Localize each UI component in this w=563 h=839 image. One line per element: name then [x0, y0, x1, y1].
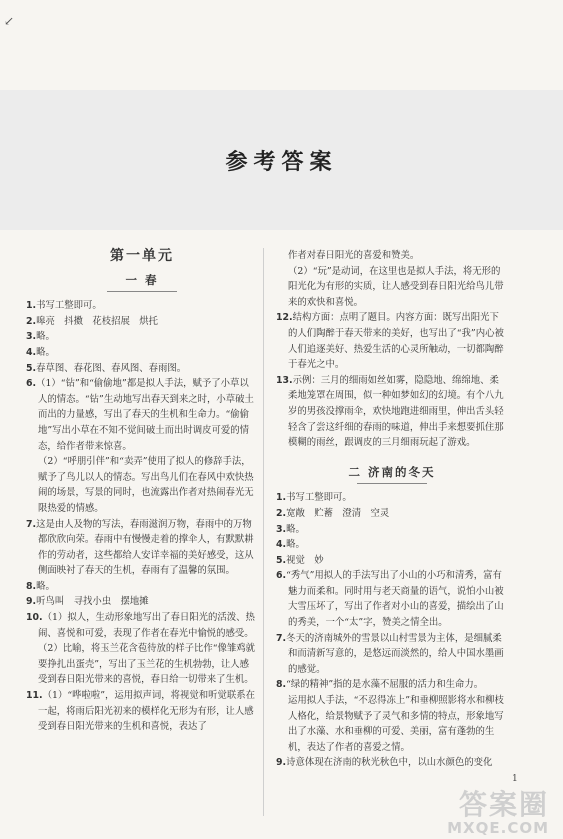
- answer-text: 略。: [36, 331, 55, 343]
- answer-item: [276, 568, 508, 630]
- left-answer-list: [26, 298, 258, 735]
- answer-number: 1.: [26, 300, 37, 312]
- lesson-title-text: 二 济南的冬天: [348, 464, 436, 479]
- right-column: [276, 248, 508, 771]
- answer-text: 诗意体现在济南的秋光秋色中，以山水颜色的变化: [286, 757, 493, 769]
- answer-number: 2.: [276, 507, 287, 519]
- answer-number: 10.: [26, 612, 43, 624]
- answer-item: [276, 553, 508, 569]
- lesson-title-rule: [357, 483, 427, 484]
- answer-text: “秀气”用拟人的手法写出了小山的小巧和清秀，富有魅力而柔和。同时用与老天商量的语气，说怕小山被大雪压坏了，写出了作者对小山的喜爱，描绘出了山的秀美，一个“太”字，赞美之情全出。: [286, 570, 504, 629]
- answer-number: 8.: [276, 679, 287, 691]
- answer-text: （2）比喻，将玉兰花含苞待放的样子比作“像雏鸡就要挣扎出蛋壳”，写出了玉兰花的生机勃勃，让人感受到春日阳光带来的喜悦，春日给一切带来了生机。: [38, 643, 256, 686]
- answer-number: 3.: [26, 331, 37, 343]
- answer-item: [276, 522, 508, 538]
- answer-text: 作者对春日阳光的喜爱和赞美。: [288, 250, 420, 261]
- answer-number: 11.: [26, 690, 43, 702]
- answer-text: （1）“哗啦啦”，运用拟声词，将视觉和听觉联系在一起，将雨后阳光初来的模样化无形为有形，让人感受到春日阳光带来的生机和喜悦，表达了: [38, 690, 256, 733]
- right-answer-list-top: [276, 248, 508, 451]
- answer-item: [276, 490, 508, 506]
- answer-text: 视觉 妙: [286, 554, 324, 566]
- answer-number: 4.: [26, 346, 37, 358]
- answer-item: [26, 641, 258, 688]
- answer-item: [26, 579, 258, 595]
- answer-number: 4.: [276, 539, 287, 551]
- answer-text: 运用拟人手法，“不忍得冻上”和垂柳照影将水和柳枝人格化，给景物赋予了灵气和多情的特点，形象地写出了水藻、水和垂柳的可爱、美丽，富有蓬勃的生机，表达了作者的喜爱之情。: [288, 695, 504, 753]
- answer-text: 这是由人及物的写法，春雨滋润万物，春雨中的万物都欣欣向荣。春雨中有慢慢走着的撑伞人，有默默耕作的劳动者，这些都给人安详幸福的美好感受，这从侧面映衬了春天的生机，春雨有了温馨的氛围。: [36, 518, 254, 577]
- answer-number: 6.: [26, 378, 37, 390]
- answer-text: 嗥亮 抖擞 花枝招展 烘托: [36, 315, 158, 327]
- lesson-title-spring: [26, 273, 258, 293]
- answer-text: 结构方面：点明了题目。内容方面：既写出阳光下的人们陶醉于春天带来的美好，也写出了“我”内心被人们追逐美好、热爱生活的心灵所触动，一切都陶醉于春光之中。: [288, 312, 504, 371]
- answer-text: 听鸟叫 寻找小虫 摆地摊: [36, 596, 149, 608]
- column-divider: [263, 248, 264, 816]
- answer-number: 6.: [276, 570, 287, 582]
- answer-number: 5.: [26, 362, 37, 374]
- answer-text: 略。: [36, 580, 55, 592]
- answer-number: 9.: [26, 596, 37, 608]
- right-answer-list: [276, 490, 508, 771]
- answer-item: [276, 373, 508, 451]
- answer-text: （1）“钻”和“偷偷地”都是拟人手法，赋予了小草以人的情态。“钻”生动地写出春天到来之时，小草破土而出的力量感，写出了春天的生机和生命力。“偷偷地”写出小草在不知不觉间破土而出时调皮可爱的情态，给作者带来惊喜。: [36, 378, 254, 452]
- answer-number: 2.: [26, 315, 37, 327]
- answer-number: 8.: [26, 580, 37, 592]
- watermark-text: 答案圈: [458, 788, 549, 821]
- answer-item: [26, 517, 258, 579]
- answer-item: [276, 248, 508, 264]
- answer-text: 略。: [36, 346, 55, 358]
- answer-item: [26, 376, 258, 454]
- answer-item: [26, 454, 258, 516]
- answer-text: 春草图、春花图、春风图、春雨图。: [36, 362, 187, 374]
- page-number: 1: [512, 774, 518, 784]
- answer-number: 5.: [276, 554, 287, 566]
- answer-text: “绿的精神”指的是水藻不屈服的活力和生命力。: [286, 679, 484, 691]
- answer-item: [276, 693, 508, 755]
- answer-number: 13.: [276, 374, 293, 386]
- answer-item: [276, 506, 508, 522]
- answer-item: [276, 310, 508, 372]
- answer-item: [26, 314, 258, 330]
- answer-item: [26, 361, 258, 377]
- lesson-title-text: 一 春: [125, 272, 159, 287]
- answer-item: [26, 688, 258, 735]
- answer-number: 1.: [276, 492, 287, 504]
- answer-number: 7.: [26, 518, 37, 530]
- watermark-logo: [349, 790, 549, 836]
- answer-number: 12.: [276, 312, 293, 324]
- answer-number: 3.: [276, 523, 287, 535]
- answer-text: 略。: [286, 523, 305, 535]
- answer-item: [276, 537, 508, 553]
- answer-item: [276, 264, 508, 311]
- answer-text: 书写工整即可。: [286, 492, 352, 504]
- page-title: 参考答案: [225, 149, 338, 175]
- answer-text: （2）“呼朋引伴”和“卖弄”使用了拟人的修辞手法，赋予了鸟儿以人的情态。写出鸟儿们在春风中欢快热闹的场景，写景的同时，也流露出作者对热闹春光无限热爱的情感。: [38, 456, 254, 514]
- answer-number: 7.: [276, 632, 287, 644]
- answer-item: [276, 755, 508, 771]
- answer-text: 宽敞 贮蓄 澄清 空灵: [286, 507, 390, 519]
- answer-item: [26, 610, 258, 641]
- corner-mark: ↙: [4, 14, 15, 28]
- answer-text: 书写工整即可。: [36, 300, 102, 312]
- answer-item: [276, 677, 508, 693]
- answer-number: 9.: [276, 757, 287, 769]
- watermark-url: MXQE.COM: [447, 819, 549, 837]
- answer-item: [276, 631, 508, 678]
- answer-text: （1）拟人，生动形象地写出了春日阳光的活泼、热闹、喜悦和可爱，表现了作者在春光中愉悦的感受。: [38, 612, 255, 639]
- unit-title: 第一单元: [110, 248, 174, 264]
- left-column: [26, 248, 258, 735]
- answer-item: [26, 298, 258, 314]
- answer-text: 冬天的济南城外的雪景以山村雪景为主体，是细腻柔和而清新写意的，是悠远而淡然的，给人中国水墨画的感觉。: [286, 632, 504, 675]
- title-band: [0, 90, 563, 230]
- lesson-title-rule: [107, 291, 177, 292]
- lesson-title-jinan-winter: [276, 465, 508, 485]
- answer-text: （2）“玩”是动词，在这里也是拟人手法，将无形的阳光化为有形的实质，让人感受到春日阳光给鸟儿带来的欢快和喜悦。: [288, 265, 504, 308]
- answer-item: [26, 345, 258, 361]
- answer-item: [26, 329, 258, 345]
- answer-item: [26, 594, 258, 610]
- answer-text: 略。: [286, 539, 305, 551]
- answer-text: 示例：三月的细雨如丝如雾，隐隐地、绵绵地、柔柔地笼罩在周围，似一种如梦如幻的幻境。有个八九岁的男孩没撑雨伞，欢快地跑进细雨里，伸出舌头轻轻含了尝这纤细的春雨的味道，伸出手来想要抓住那模糊的雨丝，跟调皮的三月细雨玩起了游戏。: [288, 374, 504, 449]
